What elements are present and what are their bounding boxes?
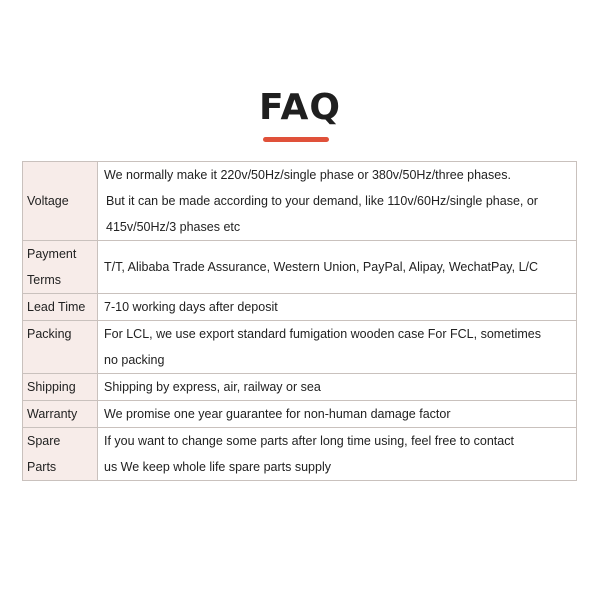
faq-row-voltage	[23, 162, 577, 241]
faq-value-payment-terms	[98, 241, 577, 294]
faq-label-text: Packing	[27, 327, 72, 341]
faq-row-shipping	[23, 374, 577, 401]
page-title: FAQ	[259, 87, 341, 128]
faq-row-spare-parts	[23, 428, 577, 481]
faq-value-text: Shipping by express, air, railway or sea	[104, 380, 321, 394]
faq-label-text: Parts	[27, 460, 57, 474]
faq-label-text: Payment	[27, 247, 77, 261]
faq-value-text: We normally make it 220v/50Hz/single phase or 380v/50Hz/three phases.	[104, 168, 511, 182]
title-underline	[263, 137, 329, 142]
faq-value-text: If you want to change some parts after long time using, feel free to contact	[104, 434, 514, 448]
faq-value-text: no packing	[104, 353, 165, 367]
faq-label-text: Lead Time	[27, 300, 86, 314]
faq-table	[22, 161, 577, 481]
faq-label-warranty	[23, 401, 98, 428]
faq-value-text: 415v/50Hz/3 phases etc	[106, 220, 241, 234]
faq-label-text: Voltage	[27, 194, 69, 208]
faq-label-text: Warranty	[27, 407, 78, 421]
faq-value-text: But it can be made according to your demand, like 110v/60Hz/single phase, or	[106, 194, 538, 208]
faq-value-voltage	[98, 162, 577, 241]
faq-row-packing	[23, 321, 577, 374]
faq-label-lead-time	[23, 294, 98, 321]
faq-value-text: For LCL, we use export standard fumigation wooden case For FCL, sometimes	[104, 327, 542, 341]
faq-value-shipping	[98, 374, 577, 401]
faq-row-lead-time	[23, 294, 577, 321]
faq-label-shipping	[23, 374, 98, 401]
faq-label-voltage	[23, 162, 98, 241]
faq-value-lead-time	[98, 294, 577, 321]
faq-value-warranty	[98, 401, 577, 428]
faq-label-text: Terms	[27, 273, 62, 287]
faq-value-text: 7-10 working days after deposit	[104, 300, 278, 314]
faq-row-payment-terms	[23, 241, 577, 294]
faq-value-spare-parts	[98, 428, 577, 481]
faq-row-warranty	[23, 401, 577, 428]
faq-label-spare-parts	[23, 428, 98, 481]
faq-label-packing	[23, 321, 98, 374]
faq-label-text: Shipping	[27, 380, 76, 394]
faq-label-payment-terms	[23, 241, 98, 294]
faq-value-text: us We keep whole life spare parts supply	[104, 460, 331, 474]
faq-value-packing	[98, 321, 577, 374]
faq-value-text: T/T, Alibaba Trade Assurance, Western Union, PayPal, Alipay, WechatPay, L/C	[104, 260, 539, 274]
faq-label-text: Spare	[27, 434, 61, 448]
faq-value-text: We promise one year guarantee for non-human damage factor	[104, 407, 451, 421]
